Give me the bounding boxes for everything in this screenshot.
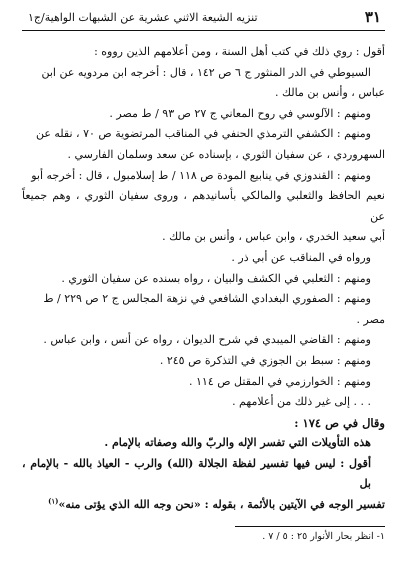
page-number: ٣١ bbox=[364, 8, 381, 26]
text-line: ومنهم : القاضي الميبدي في شرح الديوان ، رواه عن أنس ، وابن عباس . bbox=[43, 333, 371, 347]
text-line: ومنهم : الآلوسي في روح المعاني ج ٢٧ ص ٩٣ / ط مصر . bbox=[109, 106, 371, 120]
footnote: ١- انظر بحار الأنوار ٢٥ : ٥ / ٧ . bbox=[262, 531, 385, 542]
text-line: هذه التأويلات التي تفسر الإله والربّ والله وصفاته بالإمام . bbox=[104, 436, 371, 450]
text-line: عباس ، وأنس بن مالك . bbox=[275, 86, 385, 100]
text-line: السيوطي في الدر المنثور ج ٦ ص ١٤٢ ، قال : أخرجه ابن مردويه عن ابن bbox=[41, 65, 371, 79]
text-line: نعيم الحافظ والثعلبي والمالكي بأسانيدهم ، وروى سفيان الثوري ، وهم جميعاً عن bbox=[22, 189, 385, 223]
footnote-divider bbox=[235, 526, 385, 527]
text-line-content: تفسير الوجه في الآيتين بالأئمة ، بقوله : «نحن وجه الله الذي يؤتى منه» bbox=[58, 498, 385, 512]
text-line bbox=[22, 495, 385, 516]
text-line: ومنهم : الخوارزمي في المقتل ص ١١٤ . bbox=[189, 374, 371, 388]
running-title: تنزيه الشيعة الاثني عشرية عن الشبهات الواهية/ج١ bbox=[28, 11, 258, 24]
page-header bbox=[22, 8, 385, 31]
text-line: . . . إلى غير ذلك من أعلامهم . bbox=[232, 395, 371, 409]
text-line: أبي سعيد الخدري ، وابن عباس ، وأنس بن مالك . bbox=[162, 230, 385, 244]
text-line: مصر . bbox=[356, 312, 385, 326]
text-line: ومنهم : القندوزي في ينابيع المودة ص ١١٨ / ط إسلامبول ، قال : أخرجه أبو bbox=[31, 168, 371, 182]
text-line: أقول : ليس فيها تفسير لفظة الجلالة (الله) والرب - العياذ بالله - بالإمام ، بل bbox=[22, 456, 371, 491]
text-line: ورواه في المناقب عن أبي ذر . bbox=[231, 250, 371, 264]
footnote-marker: (١) bbox=[48, 496, 59, 506]
section-heading: وقال في ص ١٧٤ : bbox=[294, 415, 385, 430]
text-line: ومنهم : الثعلبي في الكشف والبيان ، رواه بسنده عن سفيان الثوري . bbox=[61, 271, 371, 285]
text-line: ومنهم : الصفوري البغدادي الشافعي في نزهة المجالس ج ٢ ص ٢٢٩ / ط bbox=[43, 292, 371, 306]
text-line: ومنهم : الكشفي الترمذي الحنفي في المناقب المرتضوية ص ٧٠ ، نقله عن bbox=[35, 127, 371, 141]
text-line: السهروردي ، عن سفيان الثوري ، بإسناده عن سعد وسلمان الفارسي . bbox=[67, 147, 385, 161]
page-body bbox=[22, 42, 385, 516]
text-line: أقول : روي ذلك في كتب أهل السنة ، ومن أعلامهم الذين رووه : bbox=[94, 45, 385, 58]
text-line: ومنهم : سبط بن الجوزي في التذكرة ص ٢٤٥ . bbox=[159, 353, 371, 367]
